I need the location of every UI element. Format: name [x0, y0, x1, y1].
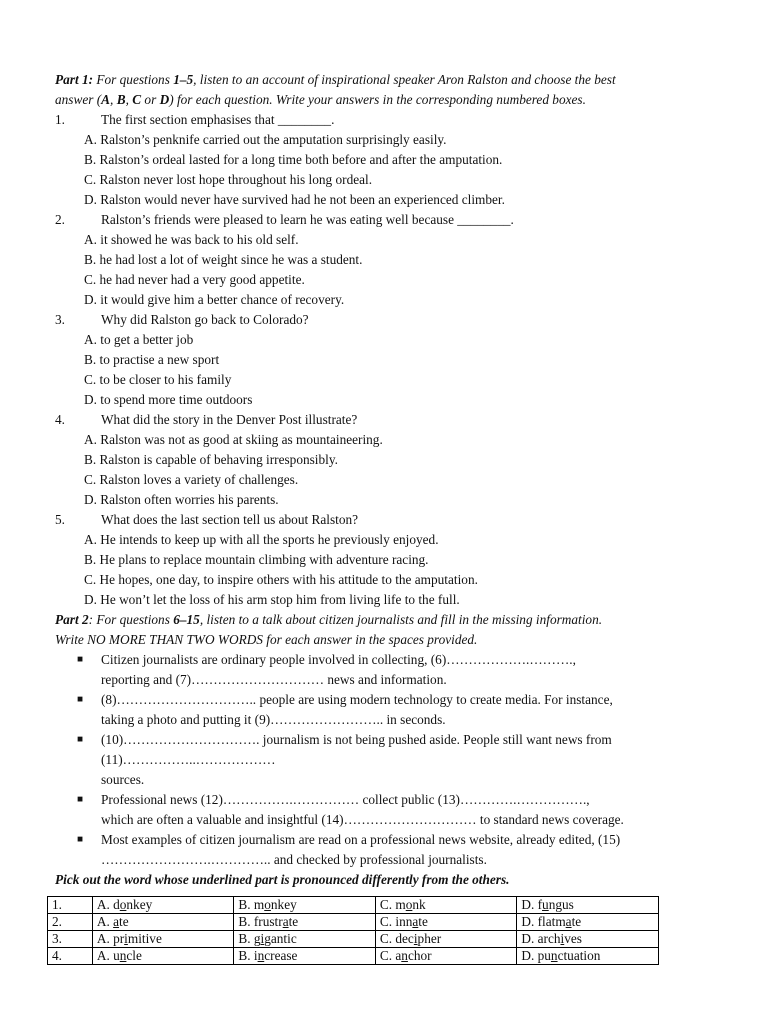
part1-sep2: ,	[125, 92, 133, 107]
underlined-part: i	[413, 931, 418, 946]
question-text: What does the last section tell us about Ralston?	[101, 512, 359, 527]
underlined-part: i	[124, 931, 128, 946]
underlined-part: a	[282, 914, 289, 929]
part1-range: 1–5	[173, 72, 194, 87]
underlined-part: o	[405, 897, 413, 912]
word-option-d	[517, 914, 659, 931]
part1-sep1: ,	[110, 92, 117, 107]
word-option-d	[517, 948, 659, 965]
underlined-part: i	[560, 931, 565, 946]
word-suffix: ctuation	[557, 948, 601, 963]
bullet-icon: ■	[77, 694, 84, 705]
question-2-option-a: A. it showed he was back to his old self.	[84, 232, 299, 247]
question-4	[55, 410, 715, 430]
part1-instr-c: answer (	[55, 92, 102, 107]
question-2-option-b: B. he had lost a lot of weight since he was a student.	[84, 252, 363, 267]
word-prefix: A.	[96, 914, 114, 929]
word-option-b	[234, 914, 376, 931]
underlined-part: n	[119, 948, 127, 963]
question-5-option-b: B. He plans to replace mountain climbing with adventure racing.	[84, 552, 429, 567]
bullet-continuation: (11)……………..………………	[101, 752, 276, 767]
bullet-icon: ■	[77, 654, 84, 665]
question-number: 1.	[55, 112, 65, 127]
question-text: Why did Ralston go back to Colorado?	[101, 312, 309, 327]
word-suffix: cle	[126, 948, 142, 963]
part1-C: C	[132, 92, 142, 107]
question-number: 2.	[55, 212, 65, 227]
word-option-a	[92, 914, 234, 931]
question-3-option-d: D. to spend more time outdoors	[84, 392, 253, 407]
word-option-b	[234, 897, 376, 914]
word-prefix: D. flatm	[521, 914, 566, 929]
underlined-part: a	[565, 914, 572, 929]
underlined-part: n	[550, 948, 558, 963]
word-prefix: D. pu	[521, 948, 551, 963]
part1-or: or	[141, 92, 160, 107]
word-option-a	[92, 897, 234, 914]
part1-instr-a: For questions	[93, 72, 174, 87]
underlined-part: a	[412, 914, 419, 929]
word-prefix: C. dec	[379, 931, 414, 946]
bullet-text: (10)…………………………. journalism is not being pushed aside. People still want news from	[101, 732, 612, 747]
bullet-text: Citizen journalists are ordinary people involved in collecting, (6)……………….……….,	[101, 652, 576, 667]
bullet-text: Professional news (12)…………….…………… collect public (13)………….…………….,	[101, 792, 590, 807]
question-1	[55, 110, 715, 130]
row-number: 4.	[48, 948, 93, 965]
word-option-b	[234, 948, 376, 965]
word-prefix: A. u	[96, 948, 120, 963]
table-row	[48, 914, 659, 931]
word-suffix: mitive	[127, 931, 162, 946]
part2-instr-b: , listen to a talk about citizen journalists and fill in the missing information.	[199, 612, 603, 627]
word-suffix: crease	[264, 948, 298, 963]
question-1-option-d: D. Ralston would never have survived had he not been an experienced climber.	[84, 192, 505, 207]
word-prefix: C. inn	[379, 914, 413, 929]
part2-range: 6–15	[173, 612, 200, 627]
part2-instructions-line2: Write NO MORE THAN TWO WORDS for each answer in the spaces provided.	[55, 632, 478, 647]
bullet-continuation: which are often a valuable and insightful (14)………………………… to standard news coverage.	[101, 812, 624, 827]
part3-heading: Pick out the word whose underlined part is pronounced differently from the others.	[55, 872, 510, 887]
question-text: Ralston’s friends were pleased to learn he was eating well because ________.	[101, 212, 514, 227]
word-prefix: B. i	[238, 948, 258, 963]
question-5	[55, 510, 715, 530]
question-4-option-c: C. Ralston loves a variety of challenges.	[84, 472, 299, 487]
part1-questions	[55, 110, 715, 610]
question-3	[55, 310, 715, 330]
question-1-option-b: B. Ralston’s ordeal lasted for a long time both before and after the amputation.	[84, 152, 503, 167]
part2-instr-a: : For questions	[88, 612, 174, 627]
word-suffix: nk	[412, 897, 426, 912]
underlined-part: u	[542, 897, 549, 912]
word-suffix: ngus	[548, 897, 574, 912]
question-4-option-a: A. Ralston was not as good at skiing as mountaineering.	[84, 432, 383, 447]
word-suffix: nkey	[126, 897, 153, 912]
part2-bullets	[55, 650, 715, 870]
question-1-option-c: C. Ralston never lost hope throughout his long ordeal.	[84, 172, 373, 187]
word-suffix: te	[119, 914, 129, 929]
question-3-option-a: A. to get a better job	[84, 332, 194, 347]
question-1-option-a: A. Ralston’s penknife carried out the amputation surprisingly easily.	[84, 132, 447, 147]
word-suffix: gantic	[264, 931, 297, 946]
table-row	[48, 931, 659, 948]
bullet-text: (8)………………………….. people are using modern technology to create media. For instance,	[101, 692, 613, 707]
question-3-option-b: B. to practise a new sport	[84, 352, 220, 367]
part1-label: Part 1:	[55, 72, 94, 87]
bullet-item-8	[55, 730, 715, 750]
word-suffix: te	[571, 914, 582, 929]
word-option-a	[92, 931, 234, 948]
part1-B: B	[116, 92, 126, 107]
word-option-d	[517, 897, 659, 914]
bullet-icon: ■	[77, 734, 84, 745]
word-suffix: ves	[564, 931, 582, 946]
underlined-part: n	[257, 948, 265, 963]
word-prefix: B. m	[238, 897, 265, 912]
question-number: 4.	[55, 412, 65, 427]
word-suffix: pher	[417, 931, 442, 946]
word-prefix: B. frustr	[238, 914, 283, 929]
word-prefix: C. a	[379, 948, 402, 963]
question-5-option-c: C. He hopes, one day, to inspire others with his attitude to the amputation.	[84, 572, 478, 587]
word-suffix: chor	[407, 948, 432, 963]
underlined-part: i	[260, 931, 265, 946]
part2-instructions-line1	[55, 610, 715, 630]
underlined-part: o	[119, 897, 127, 912]
part1-instructions-line2	[55, 90, 715, 110]
question-5-option-a: A. He intends to keep up with all the sports he previously enjoyed.	[84, 532, 439, 547]
word-suffix: te	[418, 914, 428, 929]
bullet-text: Most examples of citizen journalism are read on a professional news website, already edited, (15)	[101, 832, 621, 847]
underlined-part: a	[113, 914, 120, 929]
bullet-icon: ■	[77, 834, 84, 845]
row-number: 1.	[48, 897, 93, 914]
question-number: 5.	[55, 512, 65, 527]
word-option-b	[234, 931, 376, 948]
word-prefix: D. f	[521, 897, 543, 912]
question-4-option-d: D. Ralston often worries his parents.	[84, 492, 279, 507]
question-5-option-d: D. He won’t let the loss of his arm stop him from living life to the full.	[84, 592, 460, 607]
question-2	[55, 210, 715, 230]
part1-A: A	[101, 92, 111, 107]
word-option-c	[375, 897, 517, 914]
bullet-continuation: …………………….………….. and checked by professional journalists.	[101, 852, 487, 867]
word-option-c	[375, 914, 517, 931]
question-2-option-c: C. he had never had a very good appetite.	[84, 272, 305, 287]
word-option-c	[375, 948, 517, 965]
pronunciation-table	[47, 896, 659, 965]
part2-label: Part 2	[55, 612, 89, 627]
underlined-part: o	[264, 897, 271, 912]
question-4-option-b: B. Ralston is capable of behaving irresponsibly.	[84, 452, 338, 467]
row-number: 2.	[48, 914, 93, 931]
table-row	[48, 897, 659, 914]
question-text: The first section emphasises that ________.	[101, 112, 335, 127]
document-page	[55, 70, 715, 890]
word-prefix: A. d	[96, 897, 120, 912]
part1-instructions-line1	[55, 70, 715, 90]
bullet-icon: ■	[77, 794, 84, 805]
part1-instr-b: , listen to an account of inspirational speaker Aron Ralston and choose the best	[193, 72, 616, 87]
question-number: 3.	[55, 312, 65, 327]
word-prefix: D. arch	[521, 931, 561, 946]
word-prefix: B. g	[238, 931, 261, 946]
bullet-continuation: sources.	[101, 772, 145, 787]
table-row	[48, 948, 659, 965]
word-suffix: nkey	[270, 897, 297, 912]
bullet-continuation: taking a photo and putting it (9)…………………….. in seconds.	[101, 712, 446, 727]
word-prefix: C. m	[379, 897, 406, 912]
bullet-item-6	[55, 650, 715, 670]
row-number: 3.	[48, 931, 93, 948]
question-3-option-c: C. to be closer to his family	[84, 372, 232, 387]
underlined-part: n	[401, 948, 408, 963]
word-option-a	[92, 948, 234, 965]
bullet-item-7	[55, 690, 715, 710]
bullet-item-9	[55, 790, 715, 810]
part1-D: D	[159, 92, 170, 107]
question-text: What did the story in the Denver Post illustrate?	[101, 412, 358, 427]
question-2-option-d: D. it would give him a better chance of recovery.	[84, 292, 345, 307]
bullet-item-10	[55, 830, 715, 850]
word-prefix: A. pr	[96, 931, 125, 946]
word-suffix: te	[288, 914, 299, 929]
part1-instr-d: ) for each question. Write your answers in the corresponding numbered boxes.	[169, 92, 586, 107]
word-option-d	[517, 931, 659, 948]
bullet-continuation: reporting and (7)………………………… news and information.	[101, 672, 447, 687]
word-option-c	[375, 931, 517, 948]
